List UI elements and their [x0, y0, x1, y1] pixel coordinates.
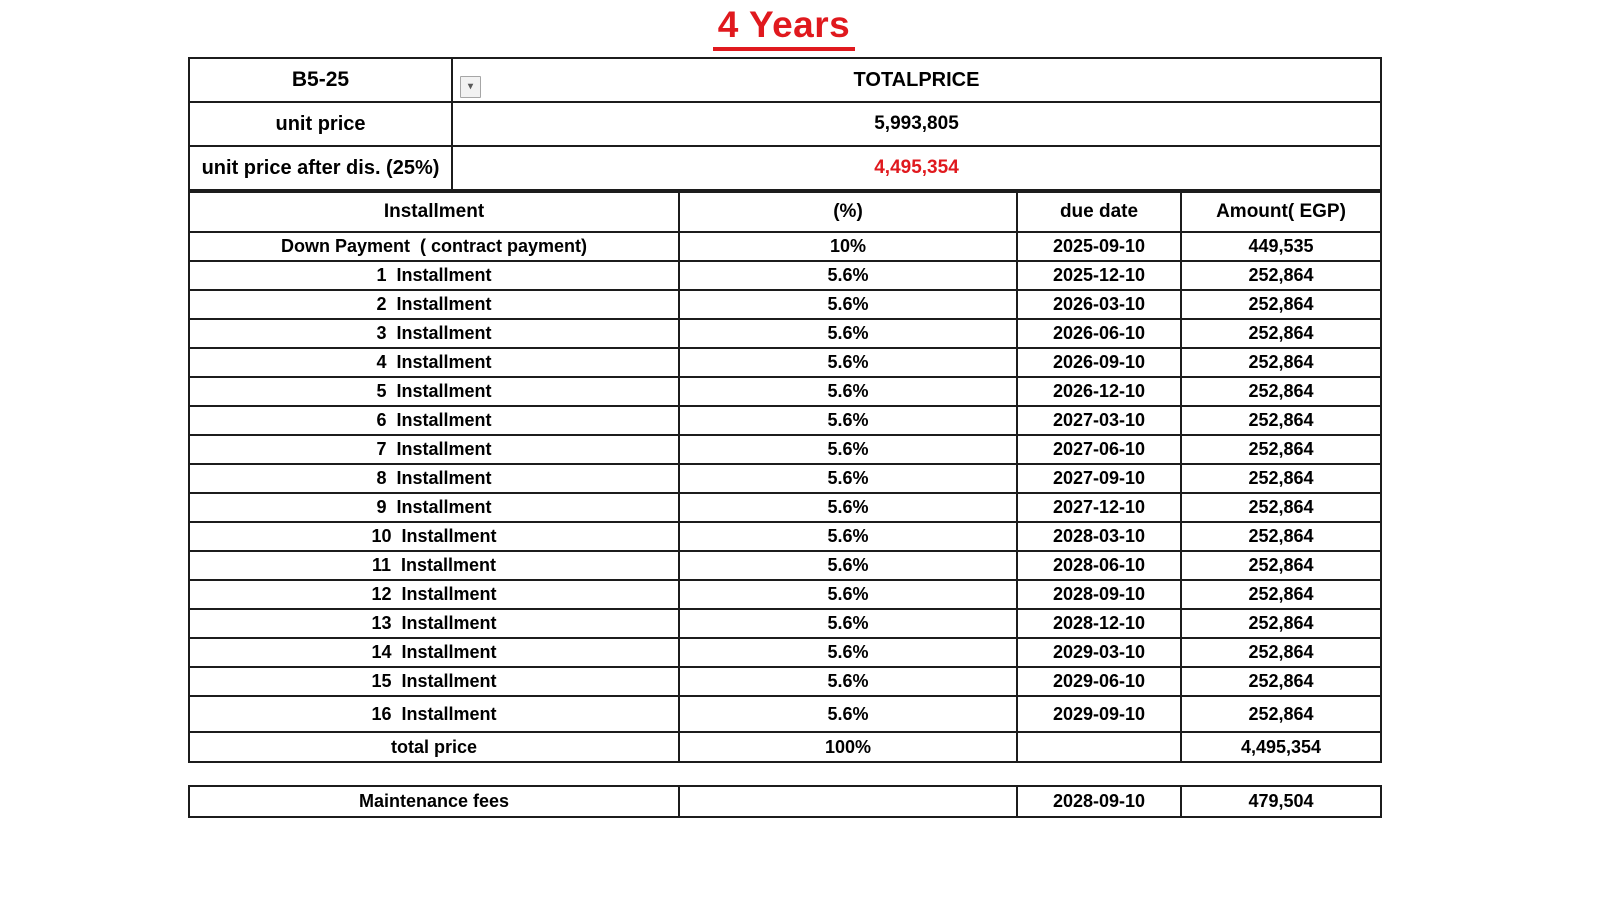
- schedule-total-row: [189, 732, 1381, 762]
- schedule-row-16: [189, 696, 1381, 732]
- due-date-cell: 2025-09-10: [1017, 232, 1181, 261]
- schedule-row-3: [189, 319, 1381, 348]
- amount-cell: 252,864: [1181, 580, 1381, 609]
- installment-schedule-table: [188, 191, 1382, 763]
- percent-cell: 5.6%: [679, 348, 1017, 377]
- installment-cell: 8 Installment: [189, 464, 679, 493]
- amount-cell: 252,864: [1181, 667, 1381, 696]
- percent-cell: 5.6%: [679, 522, 1017, 551]
- discount-price-value-cell: 4,495,354: [452, 146, 1381, 190]
- installment-cell: 15 Installment: [189, 667, 679, 696]
- amount-cell: 252,864: [1181, 406, 1381, 435]
- schedule-row-6: [189, 406, 1381, 435]
- due-date-cell: 2028-12-10: [1017, 609, 1181, 638]
- chevron-down-icon: ▾: [467, 81, 474, 92]
- percent-cell: 5.6%: [679, 493, 1017, 522]
- schedule-row-12: [189, 580, 1381, 609]
- schedule-row-8: [189, 464, 1381, 493]
- due-date-cell: 2029-09-10: [1017, 696, 1181, 732]
- amount-cell: 449,535: [1181, 232, 1381, 261]
- schedule-row-1: [189, 261, 1381, 290]
- percent-cell: 5.6%: [679, 377, 1017, 406]
- due-date-cell: 2027-03-10: [1017, 406, 1181, 435]
- due-date-cell: 2029-06-10: [1017, 667, 1181, 696]
- installment-cell: 10 Installment: [189, 522, 679, 551]
- percent-cell: 5.6%: [679, 638, 1017, 667]
- installment-cell: 5 Installment: [189, 377, 679, 406]
- installment-cell: 11 Installment: [189, 551, 679, 580]
- amount-cell: 252,864: [1181, 348, 1381, 377]
- spacer-row: [188, 763, 1380, 785]
- schedule-row-4: [189, 348, 1381, 377]
- schedule-row-11: [189, 551, 1381, 580]
- installment-cell: Down Payment ( contract payment): [189, 232, 679, 261]
- amount-cell: 252,864: [1181, 609, 1381, 638]
- unit-price-row: [189, 102, 1381, 146]
- amount-cell: 252,864: [1181, 464, 1381, 493]
- amount-cell: 252,864: [1181, 319, 1381, 348]
- percent-cell: 5.6%: [679, 435, 1017, 464]
- maintenance-fees-table: [188, 785, 1382, 818]
- due-date-cell: 2028-03-10: [1017, 522, 1181, 551]
- schedule-row-13: [189, 609, 1381, 638]
- total-percent-cell: 100%: [679, 732, 1017, 762]
- amount-cell: 252,864: [1181, 493, 1381, 522]
- due-date-cell: 2028-09-10: [1017, 580, 1181, 609]
- due-date-cell: 2029-03-10: [1017, 638, 1181, 667]
- installment-column-header: Installment: [189, 192, 679, 232]
- schedule-row-2: [189, 290, 1381, 319]
- total-due-date-cell: [1017, 732, 1181, 762]
- price-summary-table: [188, 57, 1382, 191]
- amount-cell: 252,864: [1181, 377, 1381, 406]
- schedule-row-14: [189, 638, 1381, 667]
- installment-cell: 14 Installment: [189, 638, 679, 667]
- discount-price-row: [189, 146, 1381, 190]
- unit-price-value-cell: 5,993,805: [452, 102, 1381, 146]
- schedule-header-row: [189, 192, 1381, 232]
- due-date-cell: 2027-06-10: [1017, 435, 1181, 464]
- due-date-cell: 2026-03-10: [1017, 290, 1181, 319]
- amount-cell: 252,864: [1181, 551, 1381, 580]
- totalprice-header-label: TOTALPRICE: [853, 68, 980, 91]
- due-date-cell: 2025-12-10: [1017, 261, 1181, 290]
- title-area: [188, 4, 1380, 51]
- percent-cell: 5.6%: [679, 580, 1017, 609]
- unit-code-cell: B5-25: [189, 58, 452, 102]
- due-date-cell: 2026-06-10: [1017, 319, 1181, 348]
- installment-cell: 4 Installment: [189, 348, 679, 377]
- percent-cell: 10%: [679, 232, 1017, 261]
- unit-price-label-cell: unit price: [189, 102, 452, 146]
- installment-cell: 12 Installment: [189, 580, 679, 609]
- due-date-cell: 2026-12-10: [1017, 377, 1181, 406]
- due-date-cell: 2027-12-10: [1017, 493, 1181, 522]
- schedule-row-7: [189, 435, 1381, 464]
- percent-cell: 5.6%: [679, 261, 1017, 290]
- percent-cell: 5.6%: [679, 290, 1017, 319]
- discount-price-label-cell: unit price after dis. (25%): [189, 146, 452, 190]
- installment-cell: 9 Installment: [189, 493, 679, 522]
- maintenance-due-date-cell: 2028-09-10: [1017, 786, 1181, 817]
- filter-dropdown-button[interactable]: [460, 76, 481, 98]
- amount-cell: 252,864: [1181, 435, 1381, 464]
- installment-cell: 7 Installment: [189, 435, 679, 464]
- total-amount-cell: 4,495,354: [1181, 732, 1381, 762]
- amount-cell: 252,864: [1181, 522, 1381, 551]
- totalprice-header-cell: [452, 58, 1381, 102]
- percent-cell: 5.6%: [679, 609, 1017, 638]
- schedule-row-9: [189, 493, 1381, 522]
- amount-cell: 252,864: [1181, 696, 1381, 732]
- amount-column-header: Amount( EGP): [1181, 192, 1381, 232]
- schedule-row-10: [189, 522, 1381, 551]
- percent-column-header: (%): [679, 192, 1017, 232]
- installment-cell: 13 Installment: [189, 609, 679, 638]
- amount-cell: 252,864: [1181, 261, 1381, 290]
- installment-cell: 3 Installment: [189, 319, 679, 348]
- percent-cell: 5.6%: [679, 667, 1017, 696]
- percent-cell: 5.6%: [679, 551, 1017, 580]
- plan-title: 4 Years: [713, 4, 855, 51]
- percent-cell: 5.6%: [679, 406, 1017, 435]
- amount-cell: 252,864: [1181, 290, 1381, 319]
- installment-cell: 1 Installment: [189, 261, 679, 290]
- due-date-cell: 2026-09-10: [1017, 348, 1181, 377]
- due-date-cell: 2028-06-10: [1017, 551, 1181, 580]
- due-date-cell: 2027-09-10: [1017, 464, 1181, 493]
- installment-cell: 16 Installment: [189, 696, 679, 732]
- schedule-row-5: [189, 377, 1381, 406]
- maintenance-row: [189, 786, 1381, 817]
- schedule-row-15: [189, 667, 1381, 696]
- amount-cell: 252,864: [1181, 638, 1381, 667]
- tables-stack: [188, 57, 1380, 818]
- percent-cell: 5.6%: [679, 464, 1017, 493]
- percent-cell: 5.6%: [679, 696, 1017, 732]
- due-date-column-header: due date: [1017, 192, 1181, 232]
- percent-cell: 5.6%: [679, 319, 1017, 348]
- maintenance-percent-cell: [679, 786, 1017, 817]
- total-price-label-cell: total price: [189, 732, 679, 762]
- installment-cell: 6 Installment: [189, 406, 679, 435]
- maintenance-label-cell: Maintenance fees: [189, 786, 679, 817]
- summary-header-row: [189, 58, 1381, 102]
- maintenance-amount-cell: 479,504: [1181, 786, 1381, 817]
- installment-cell: 2 Installment: [189, 290, 679, 319]
- schedule-row-down-payment: [189, 232, 1381, 261]
